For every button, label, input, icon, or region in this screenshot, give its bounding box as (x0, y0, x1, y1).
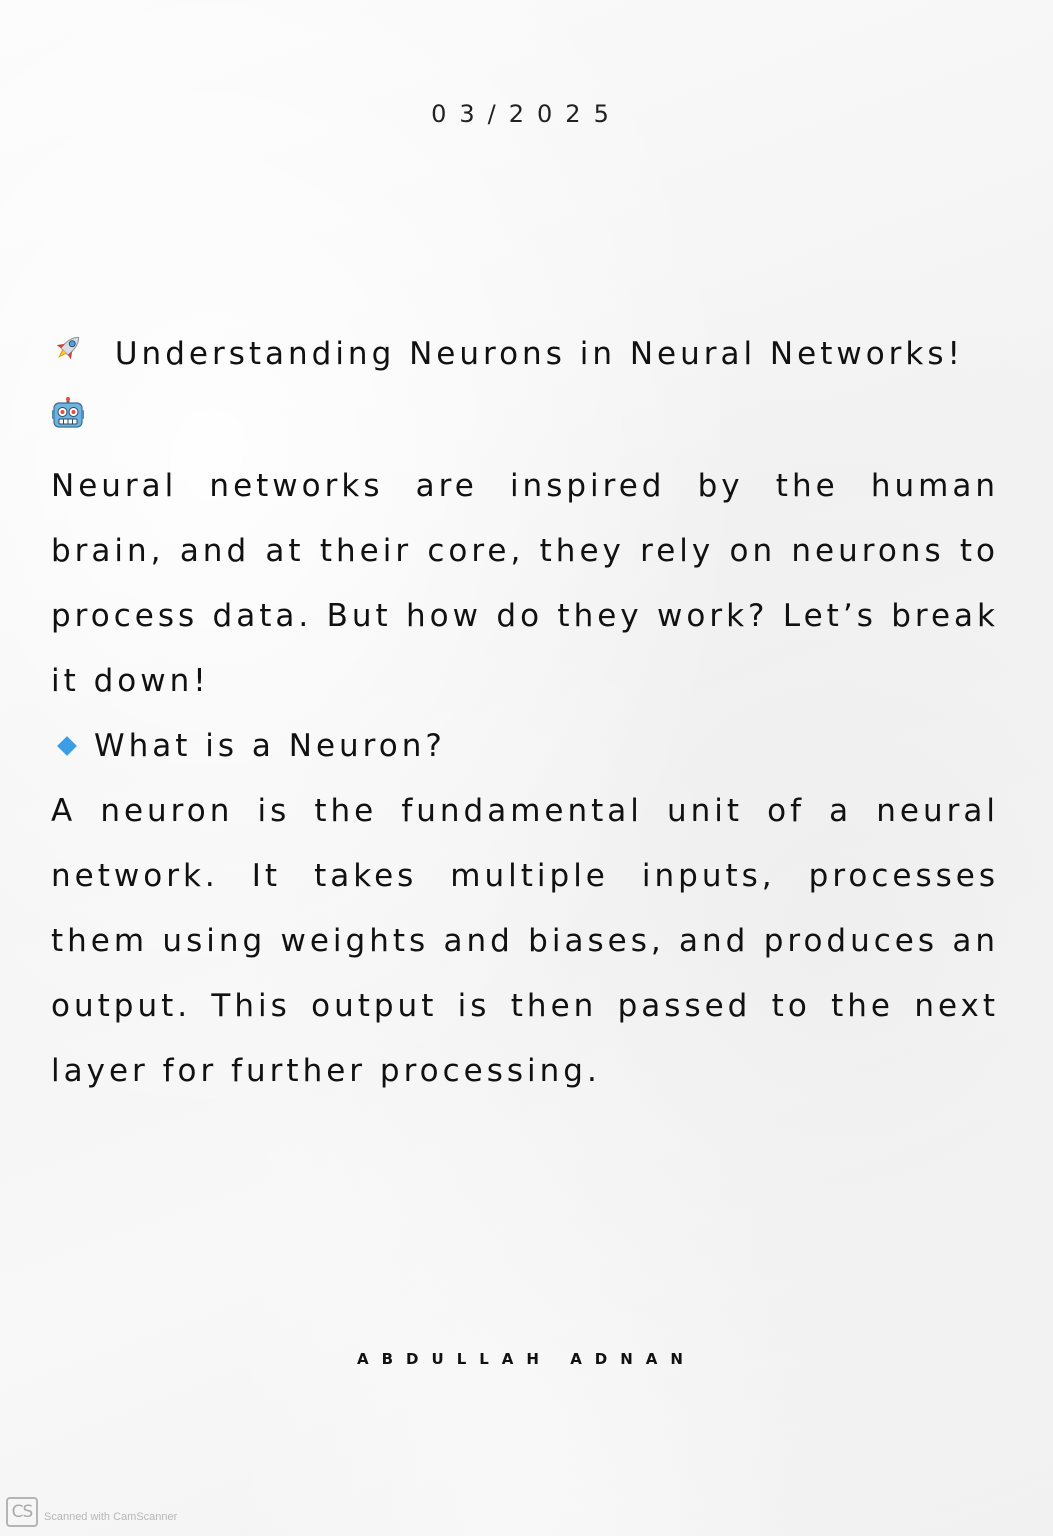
article-heading (51, 322, 999, 454)
author-name: ABDULLAH ADNAN (357, 1350, 696, 1368)
intro-paragraph: Neural networks are inspired by the human brain, and at their core, they rely on neurons to process data. But how do they work? Let’s break it down! (51, 468, 999, 699)
blue-diamond-icon (57, 736, 77, 756)
watermark-text: Scanned with CamScanner (44, 1511, 178, 1523)
camscanner-watermark (6, 1497, 177, 1527)
subheading (51, 714, 999, 779)
heading-text: Understanding Neurons in Neural Networks! (114, 336, 964, 372)
subheading-text: What is a Neuron? (94, 728, 446, 764)
rocket-icon (51, 323, 85, 388)
camscanner-logo: CS (6, 1497, 38, 1527)
main-content (51, 322, 999, 1104)
date-label: 03/2025 (431, 100, 622, 128)
body-paragraph: A neuron is the fundamental unit of a neural network. It takes multiple inputs, processes them using weights and biases, and produces an output. This output is then passed to the next layer for further processing. (51, 793, 999, 1089)
robot-icon (51, 389, 85, 454)
